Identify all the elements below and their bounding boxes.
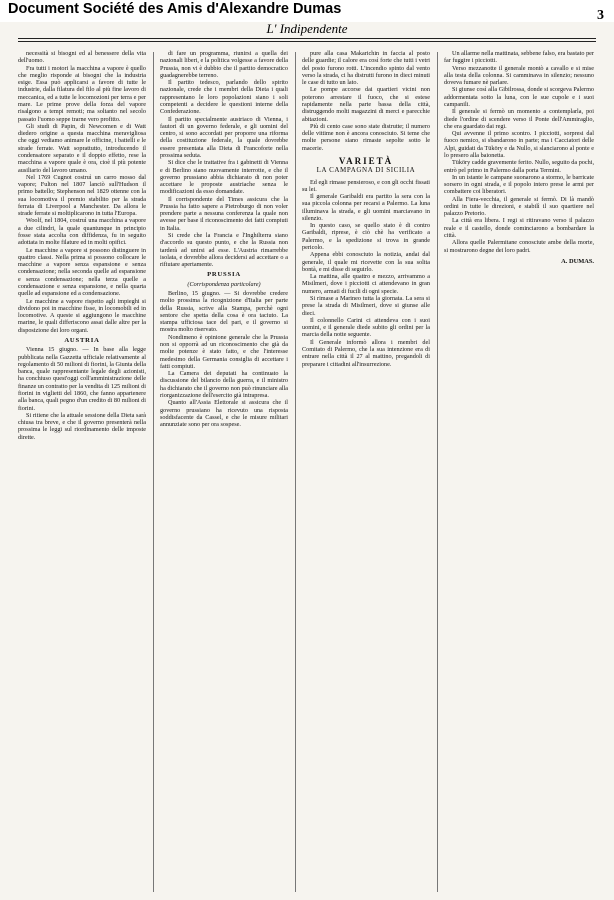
article-paragraph: Il generale si fermò un momento a contemplarla, poi diede l'ordine di scendere verso il Ponte dell'Ammiraglio, che era guardato dai regi. — [444, 108, 594, 130]
article-paragraph: Woolf, nel 1804, costruì una macchina a vapore a due cilindri, la quale quantunque in principio fosse stata accolta con diffidenza, fu in seguito adottata in molte filature ed in molti opifici. — [18, 217, 146, 247]
article-paragraph: In un istante le campane suonarono a stormo, le barricate sorsero in ogni strada, e il popolo intero prese le armi per combattere coi liberatori. — [444, 173, 594, 196]
article-paragraph: Vienna 15 giugno. — In base alla legge pubblicata nella Gazzetta ufficiale relativamente al regolamento di 50 milioni di fiorini, la Giunta della banca, quale rappresentante legale degli azionisti, ha conchiuso quest'oggi coll'amministrazione delle finanze un contratto per la vendita di 125 milioni di fiorini in viglietti del 1860, che fanno appartenere alla banca, quali pegno d'un credito di 80 milioni di fiorini. — [18, 346, 146, 412]
page-number: 3 — [597, 8, 604, 23]
article-paragraph: Si rimase a Marineo tutta la giornata. La sera si prese la strada di Misilmeri, dove si giunse alle dieci. — [302, 295, 430, 317]
article-paragraph: Si giunse così alla Gibilrossa, donde si scorgeva Palermo addormentata sotto la luna, con le sue cupole e i suoi campanili. — [444, 86, 594, 108]
author-signature: A. DUMAS. — [561, 257, 594, 265]
article-paragraph: Si dice che le trattative fra i gabinetti di Vienna e di Berlino siano nuovamente interrotte, e che il governo prussiano abbia dichiarato di non poter accettare le proposte austriache senza le modificazioni da esso domandate. — [160, 159, 288, 196]
article-paragraph: Il generale Garibaldi era partito la sera con la sua piccola colonna per recarsi a Palermo. La luna illuminava la strada, e gli uomini marciavano in silenzio. — [302, 193, 430, 222]
article-paragraph: La Camera dei deputati ha continuato la discussione del bilancio della guerra, e il ministro ha dichiarato che il governo non può rinunciare alla riorganizzazione dell'esercito già intrapresa. — [160, 370, 288, 399]
article-paragraph: La città era libera. I regi si ritiravano verso il palazzo reale e il castello, donde cominciarono a bombardare la città. — [444, 217, 594, 240]
article-paragraph: Le macchine a vapore rispetto agli impieghi si dividono poi in macchine fisse, in locomobili ed in locomotive. A queste si aggiungono le macchine marine, le quali differiscono assai dalle altre per la disposizione dei loro organi. — [18, 297, 146, 334]
article-paragraph: Si ritiene che la attuale sessione della Dieta sarà chiusa tra breve, e che il governo presenterà nella prossima le leggi sul riordinamento delle imposte dirette. — [18, 411, 146, 441]
article-paragraph: Berlino, 15 giugno. — Si dovrebbe credere molto prossima la ricognizione d'Italia per parte della Russia, scrive alla Stampa, perchè ogni sentore che spetta della cosa è ora taciuto. La stampa ufficiosa tace del pari, e il governo si mostra molto riservato. — [160, 290, 288, 334]
column-divider — [295, 52, 296, 892]
article-paragraph: Il Generale informò allora i membri del Comitato di Palermo, che la sua intenzione era di entrare nella città il 27 al mattino, pregandoli di preparare i cittadini all'insurrezione. — [302, 338, 430, 368]
article-paragraph: Il partito specialmente austriaco di Vienna, i fautori di un governo federale, e gli uomini del centro, si sono accordati per proporre una riforma della costituzione federale, la quale dovrebbe essere presentata alla Dieta di Francoforte nella prossima seduta. — [160, 115, 288, 159]
article-paragraph: Il colonnello Carini ci attendeva con i suoi uomini, e il generale diede subito gli ordini per la marcia della notte seguente. — [302, 316, 430, 339]
article-paragraph: Si crede che la Francia e l'Inghilterra siano d'accordo su questo punto, e che la Russia non tarderà ad unirsi ad esse. L'Austria rimarrebbe isolata, e dovrebbe allora decidersi ad accettare o a rifiutare apertamente. — [160, 232, 288, 269]
column-4 — [444, 50, 594, 892]
article-paragraph: necessità si bisogni ed al benessere della vita dell'uomo. — [18, 50, 146, 65]
column-divider — [437, 52, 438, 892]
article-paragraph: Nondimeno è opinione generale che la Prussia non si opporrà ad un riconoscimento che già da molte potenze è stato fatto, e che l'interesse medesimo della Germania consiglia di accettare i fatti compiuti. — [160, 333, 288, 370]
article-paragraph: Fra tutti i motori la macchina a vapore è quello che meglio risponde ai bisogni che la industria esige. Essa può applicarsi a favore di tutte le industrie, dalla filatura del filo al più fine lavoro di meccanica, ed a tutte le locomozioni per terra e per mare. Le prime prove della forza del vapore risalgono a tempi remoti; ma soltanto nel secolo passato l'uomo seppe trarne vero profitto. — [18, 64, 146, 123]
article-paragraph: Alla Fiera-vecchia, il generale si fermò. Di là mandò ordini in tutte le direzioni, e stabilì il suo quartiere nel palazzo Pretorio. — [444, 195, 594, 218]
article-paragraph: Qui avvenne il primo scontro. I picciotti, sorpresi dal fuoco nemico, si sbandarono in parte; ma i Cacciatori delle Alpi, guidati da Tüköry e da Nullo, si slanciarono al ponte e lo presero alla baionetta. — [444, 130, 594, 159]
article-paragraph: Più di cento case sono state distrutte; il numero delle vittime non è ancora conosciuto. Si teme che molte persone siano rimaste sepolte sotto le macerie. — [302, 122, 430, 152]
article-paragraph: Verso mezzanotte il generale montò a cavallo e si mise alla testa della colonna. Si camminava in silenzio; nessuno doveva fumare nè parlare. — [444, 64, 594, 87]
article-paragraph: Le pompe accorse dai quartieri vicini non poterono arrestare il fuoco, che si estese rapidamente nella parte bassa della città, distruggendo molti magazzini di merci e parecchie abitazioni. — [302, 86, 430, 123]
section-heading: AUSTRIA — [64, 336, 100, 344]
section-heading: PRUSSIA — [207, 271, 241, 279]
column-3 — [302, 50, 430, 892]
article-paragraph: Appena ebbi conosciuto la notizia, andai dal generale, il quale mi ricevette con la sua solita bontà, e mi disse di seguirlo. — [302, 251, 430, 273]
article-paragraph: Il partito tedesco, parlando dello spirito nazionale, crede che i membri della Dieta i quali rappresentano le loro popolazioni siano i soli competenti a decidere le questioni interne della Confederazione. — [160, 79, 288, 116]
article-paragraph: Il corrispondente del Times assicura che la Prussia ha fatto sapere a Pietroburgo di non voler prendere parte a nessuna conferenza la quale non avesse per base il riconoscimento dei fatti compiuti in Italia. — [160, 195, 288, 232]
article-paragraph: di fare un programma, riunirsi a quella dei nazionali liberi, e la politica volgesse a favore della Prussia, non vi è dubbio che il partito democratico guadagnerebbe terreno. — [160, 50, 288, 79]
article-paragraph: La mattina, alle quattro e mezzo, arrivammo a Misilmeri, dove i picciotti ci attendevano in gran numero, armati di fucili di ogni specie. — [302, 273, 430, 295]
article-paragraph: Quanto all'Assia Elettorale si assicura che il governo prussiano ha ricevuto una risposta soddisfacente da Cassel, e che le misure militari annunziate sono per ora sospese. — [160, 399, 288, 429]
column-divider — [153, 52, 154, 892]
article-paragraph: pure alla casa Makarichin in faccia al posto delle guardie; il calore era così forte che tutti i vetri del posto furono rotti. L'incendio spinto dal vento verso la strada, ci ha distrutti furono in dieci minuti le case di tutto un lato. — [302, 50, 430, 87]
masthead-rule — [18, 38, 596, 39]
column-2 — [160, 50, 288, 892]
newspaper-masthead: L' Indipendente — [266, 21, 348, 36]
column-1 — [18, 50, 146, 892]
article-paragraph: Un allarme nella mattinata, sebbene falso, era bastato per far fuggire i picciotti. — [444, 50, 594, 65]
article-paragraph: Nel 1769 Cugnot costruì un carro mosso dal vapore; Fulton nel 1807 lanciò sull'Hudson il primo battello; Stephenson nel 1829 ottenne con la sua locomotiva il premio stabilito per la strada ferrata di Liverpool a Manchester. Da allora le strade ferrate si moltiplicarono in tutta l'Europa. — [18, 173, 146, 218]
article-paragraph: Ed egli rimase pensieroso, e con gli occhi fissati su lei. — [302, 178, 430, 193]
article-paragraph: In questo caso, se quello stato è di contro Garibaldi, riprese, è ciò chè ha verificato a Palermo, e la spedizione si trova in grande pericolo. — [302, 222, 430, 252]
article-paragraph: Gli studi di Papin, di Newcomen e di Watt diedero origine a questa macchina meravigliosa che oggi vediamo animare le officine, i battelli e le strade ferrate. Watt soprattutto, introducendo il condensatore separato e il doppio effetto, rese la macchina a vapore quale è ora, cioè il più potente ausiliario del lavoro umano. — [18, 122, 146, 174]
article-paragraph: Le macchine a vapore si possono distinguere in quattro classi. Nella prima si possono collocare le macchine a vapore senza espansione e senza condensazione; nella seconda quelle ad espansione e senza condensazione; nella terza quelle a condensazione e senza espansione, e nella quarta quelle ad espansione ed a condensazione. — [18, 246, 146, 298]
article-paragraph: Tüköry cadde gravemente ferito. Nullo, seguito da pochi, entrò pel primo in Palermo dalla porta Termini. — [444, 159, 594, 174]
feature-title: LA CAMPAGNA DI SICILIA — [316, 166, 416, 175]
masthead-rule-lower — [18, 41, 596, 42]
article-paragraph: Allora quelle Palermitane conosciute ambe della morte, si mostrarono degne dei loro padri. — [444, 239, 594, 254]
document-title: Document Société des Amis d'Alexandre Dumas — [8, 1, 342, 17]
section-subheading: (Corrispondenza particolare) — [187, 280, 261, 288]
feature-heading: VARIETÀ — [338, 155, 394, 166]
